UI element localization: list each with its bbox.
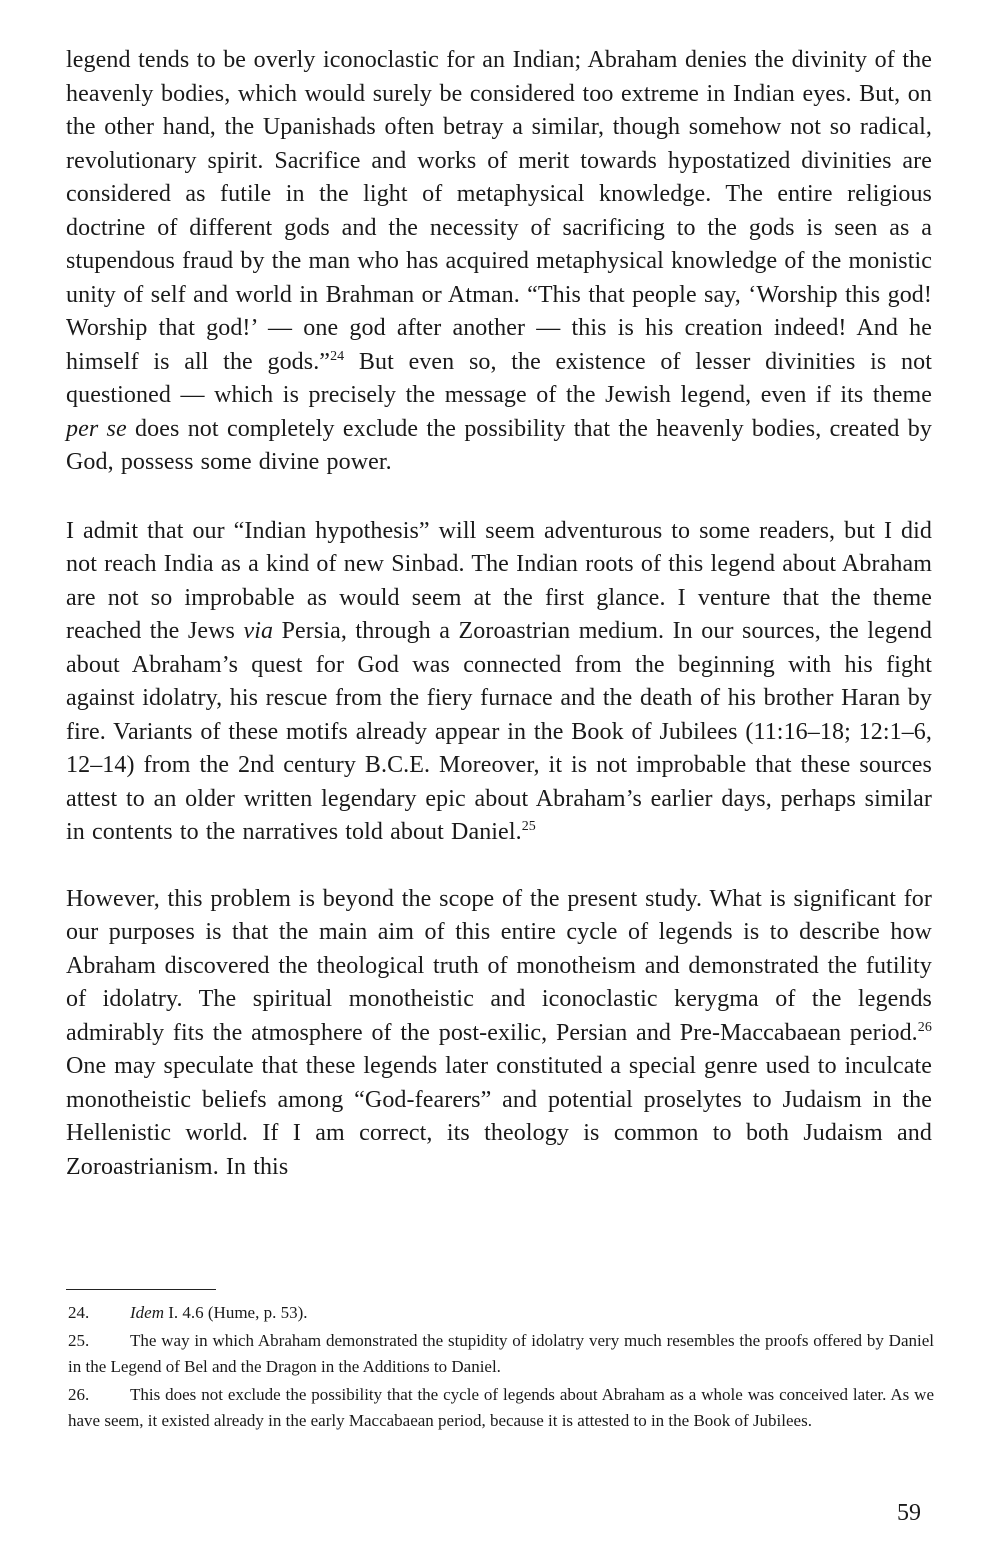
footnotes: [68, 1300, 934, 1436]
footnote-26: [68, 1382, 934, 1434]
paragraph-text: legend tends to be overly iconoclastic for an Indian; Abraham denies the divinity of the heavenly bodies, which would surely be considered too extreme in Indian eyes. But, on the other hand, the Upanishads often betray a similar, though somehow not so radical, revolutionary spirit. Sacrifice and works of merit towards hypostatized divinities are considered as futile in the light of metaphysical knowledge. The entire religious doctrine of different gods and the necessity of sacrificing to the gods is seen as a stupendous fraud by the man who has acquired metaphysical knowledge of the monistic unity of self and world in Brahman or Atman. “This that people say, ‘Worship this god! Worship that god!’ — one god after another — this is his creation indeed! And he himself is all the gods.”: [66, 47, 932, 375]
footnote-text: This does not exclude the possibility that the cycle of legends about Abraham as a whole was conceived later. As we have seem, it existed already in the early Maccabaean period, because it is attested to in the Book of Jubilees.: [68, 1385, 934, 1430]
paragraph-1: [66, 44, 932, 480]
paragraph-2: [66, 515, 932, 850]
italic-term: via: [243, 618, 274, 644]
paragraph-3: [66, 883, 932, 1185]
main-text: [66, 44, 932, 1184]
paragraph-text: Persia, through a Zoroastrian medium. In our sources, the legend about Abraham’s quest for God was connected from the beginning with his fight against idolatry, his rescue from the fiery furnace and the death of his brother Haran by fire. Variants of these motifs already appear in the Book of Jubilees (11:16–18; 12:1–6, 12–14) from the 2nd century B.C.E. Moreover, it is not improbable that these sources attest to an older written legendary epic about Abraham’s earlier days, perhaps similar in contents to the narratives told about Daniel.: [66, 618, 932, 845]
footnote-text: The way in which Abraham demonstrated the stupidity of idolatry very much resembles the proofs offered by Daniel in the Legend of Bel and the Dragon in the Additions to Daniel.: [68, 1331, 934, 1376]
footnote-number: 24.: [68, 1303, 90, 1322]
footnote-number: 26.: [68, 1385, 90, 1404]
paragraph-text: does not completely exclude the possibility that the heavenly bodies, created by God, possess some divine power.: [66, 415, 933, 475]
paragraph-text: One may speculate that these legends later constituted a special genre used to inculcate monotheistic beliefs among “God-fearers” and potential proselytes to Judaism in the Hellenistic world. If I am correct, its theology is common to both Judaism and Zoroastrianism. In this: [66, 1053, 932, 1180]
paragraph-text: But even so, the existence of lesser divinities is not questioned — which is precisely the message of the Jewish legend, even if its theme: [66, 348, 932, 408]
paragraph-text: I admit that our “Indian hypothesis” will seem adventurous to some readers, but I did not reach India as a kind of new Sinbad. The Indian roots of this legend about Abraham are not so improbable as would seem at the first glance. I venture that the theme reached the Jews: [66, 517, 932, 644]
footnote-25: [68, 1328, 934, 1380]
footnote-italic: Idem: [130, 1303, 164, 1322]
footnote-ref-24[interactable]: 24: [330, 348, 345, 364]
footnote-24: [68, 1300, 934, 1326]
paragraph-text: However, this problem is beyond the scope of the present study. What is significant for our purposes is that the main aim of this entire cycle of legends is to describe how Abraham discovered the theological truth of monotheism and demonstrated the futility of idolatry. The spiritual monotheistic and iconoclastic kerygma of the legends admirably fits the atmosphere of the post-exilic, Persian and Pre-Maccabaean period.: [66, 885, 932, 1046]
footnote-number: 25.: [68, 1331, 90, 1350]
footnote-ref-25[interactable]: 25: [521, 819, 536, 834]
page-number: 59: [897, 1500, 921, 1526]
footnote-text: I. 4.6 (Hume, p. 53).: [163, 1303, 308, 1322]
italic-term: per se: [66, 415, 127, 442]
footnote-divider: [66, 1289, 216, 1290]
footnote-ref-26[interactable]: 26: [917, 1019, 932, 1035]
